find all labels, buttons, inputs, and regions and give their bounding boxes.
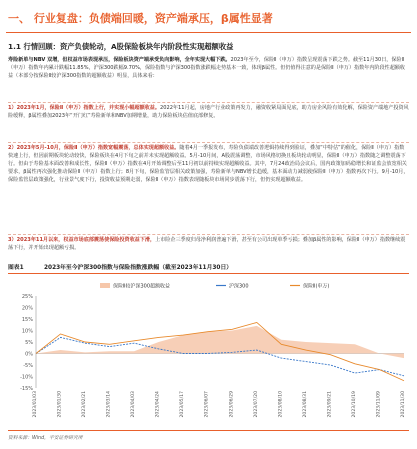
line-chart	[8, 280, 409, 430]
x-tick-label: 2023/06/29	[229, 391, 235, 418]
y-tick-label: 10%	[21, 328, 33, 335]
section-header	[0, 0, 417, 36]
x-tick-label: 2023/05/17	[180, 391, 186, 418]
x-tick-label: 2023/09/21	[327, 391, 333, 418]
x-tick-label: 2023/07/20	[253, 391, 259, 418]
x-tick-label: 2023/01/03	[33, 391, 38, 418]
y-tick-label: -5%	[23, 362, 33, 369]
x-tick-label: 2023/03/14	[106, 391, 112, 418]
y-tick-label: 15%	[21, 316, 33, 323]
paragraph-body: 2023年至今，保险Ⅱ（申万）指数呈现震荡下跌之势。截至11月30日，保险Ⅱ（申万）指数年内累计跌幅11.85%，沪深300跌幅9.70%，保险指数与沪深300指数涨跌幅走势基本一致，体现β属性。但仍值得注意的是保险Ⅱ（申万）指数年内阶段性超额收益（本部分按保险Ⅱ较沪深300指数的超额收益）明显，具体来看：	[8, 57, 405, 80]
x-tick-label: 2023/01/30	[57, 391, 63, 418]
divider	[8, 234, 409, 235]
paragraph-body: 随着4月一季报发布，寿险负债端改善逻辑持续得到验证，叠加“中特估”的催化，保险Ⅱ（申万）指数快速上行，但因前期板块轮动较快，保险板块在4月下旬之前并未实现超额收益。5月-10月间，A股震荡调整，市场风格切换且板块轮动明显，保险Ⅱ（申万）指数随之调整震荡下行。但由于寿险基本面改善和成长性，保险Ⅱ（申万）指数在4月开始调整后至11月初以前持续实现超额收益。其中，7月24政治局会议后，国内政策加码稳增长和证监会放宽相关要求，β属性再次强化推动保险Ⅱ（申万）指数上行；8月下旬，保险监管层相关政策加强，寿险新单与NBV增长趋缓，基本面动力减弱使保险Ⅱ（申万）指数再次下行。9月-10月，保险监管层政策强化，行业景气度下行，投资收益预期走弱，保险Ⅱ（申万）指数表现随板块市场同步震荡下行，但仍实现超额收益。	[8, 145, 409, 184]
paragraph-lead: 寿险新单与NBV 双增，但权益市场表现承压，保险板块资产端承受负向影响，全年实现大幅下跌。	[8, 57, 231, 63]
figure-header	[8, 262, 409, 272]
y-tick-label: 5%	[25, 339, 33, 346]
y-tick-label: 25%	[21, 293, 33, 300]
x-tick-label: 2023/10/19	[351, 391, 357, 418]
paragraph-overview	[8, 56, 409, 80]
x-tick-label: 2023/04/24	[155, 391, 161, 418]
x-tick-label: 2023/08/31	[302, 391, 308, 418]
x-tick-label: 2023/11/30	[401, 391, 406, 418]
x-tick-label: 2023/11/09	[376, 391, 382, 418]
paragraph-lead: 1）2023年1月，保险Ⅱ（申万）指数上行，并实现小幅超额收益。	[8, 105, 160, 111]
y-tick-label: 0%	[25, 351, 33, 358]
legend-label: 保险Ⅱ(申万)	[303, 283, 330, 290]
paragraph-lead: 2）2023年5月-10月，保险Ⅱ（申万）指数宽幅震荡，总体实现超额收益。	[8, 145, 180, 151]
y-tick-label: -15%	[20, 385, 33, 392]
source-note: 资料来源：Wind，平安证券研究所	[8, 436, 83, 441]
paragraph-body: 上市险企三季度归母净利润普遍下滑，甚至有公司出现单季亏损；叠加β属性的影响，保险Ⅱ（申万）指数继续震荡下行，并开始出现超额亏损。	[8, 237, 406, 252]
figure-caption: 2023年至今沪深300指数与保险指数涨跌幅（截至2023年11月30日）	[44, 265, 233, 271]
section-rule	[6, 32, 411, 33]
x-tick-label: 2023/02/21	[82, 391, 88, 418]
paragraph-november	[8, 236, 409, 252]
figure-rule	[8, 273, 409, 274]
figure-bottom-rule	[8, 430, 409, 431]
paragraph-january	[8, 104, 409, 120]
divider	[8, 142, 409, 143]
divider	[8, 102, 409, 103]
legend-label: 沪深300	[229, 283, 249, 290]
subsection-heading: 1.1 行情回顾：资产负债轮动，A股保险板块年内阶段性实现超额收益	[8, 42, 234, 51]
paragraph-lead: 3）2023年11月以来，权益市场底部震荡使保险投资收益下滑，	[8, 237, 156, 243]
figure-label: 图表1	[8, 265, 24, 271]
y-tick-label: 20%	[21, 305, 33, 312]
legend-label: 保险Ⅱ较沪深300超额收益	[113, 283, 171, 290]
x-tick-label: 2023/06/07	[204, 391, 210, 418]
x-tick-label: 2023/04/03	[131, 391, 137, 418]
section-title: 一、 行业复盘：负债端回暖，资产端承压，β属性显著	[8, 12, 273, 25]
paragraph-body: 2022年11月起，房地产行业政策再发力，融资收紧局面见底，助力房企风险有效化解，保险资产端地产投资风险缓释，β属性叠加2023年“开门红”寿险新单和NBV加期增量，助力保险板块估值底部修复。	[8, 105, 409, 120]
y-tick-label: -10%	[20, 374, 33, 381]
legend-swatch	[100, 283, 110, 288]
paragraph-may-october	[8, 144, 409, 184]
x-tick-label: 2023/08/10	[278, 391, 284, 418]
